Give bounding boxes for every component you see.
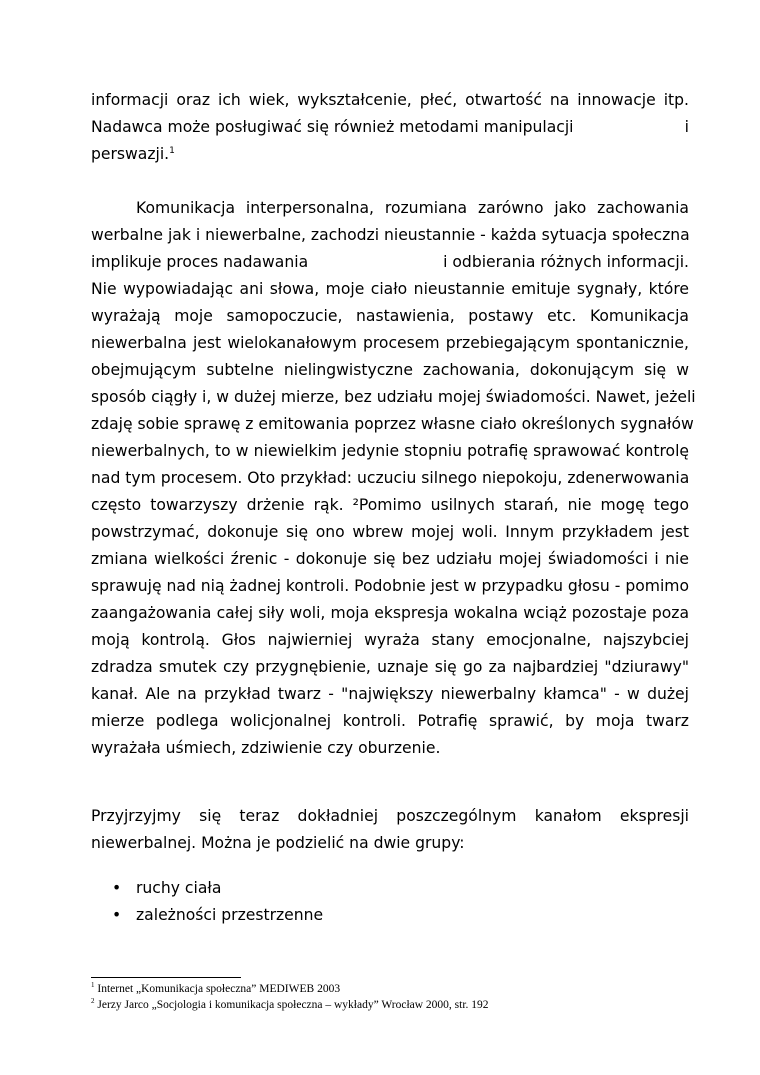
footnote-separator: [91, 977, 241, 978]
footnote: [91, 998, 489, 1012]
paragraph-line: obejmującym subtelne nielingwistyczne zachowania, dokonującym się w: [91, 361, 689, 379]
paragraph-line-left: implikuje proces nadawania: [91, 253, 309, 271]
paragraph-line: kanał. Ale na przykład twarz - "największy niewerbalny kłamca" - w dużej: [91, 685, 689, 703]
paragraph-line-right: i odbierania różnych informacji.: [443, 253, 689, 271]
paragraph-line: wyrażała uśmiech, zdziwienie czy oburzenie.: [91, 739, 441, 757]
paragraph-line: zdradza smutek czy przygnębienie, uznaje się go za najbardziej "dziurawy": [91, 658, 689, 676]
paragraph-line: Nie wypowiadając ani słowa, moje ciało nieustannie emituje sygnały, które: [91, 280, 689, 298]
paragraph-line: niewerbalnych, to w niewielkim jedynie stopniu potrafię sprawować kontrolę: [91, 442, 689, 460]
paragraph-line: [91, 144, 689, 164]
paragraph-line: informacji oraz ich wiek, wykształcenie, płeć, otwartość na innowacje itp.: [91, 91, 689, 109]
paragraph-line: często towarzyszy drżenie rąk. ²Pomimo usilnych starań, nie mogę tego: [91, 496, 689, 514]
paragraph-line: sposób ciągły i, w dużej mierze, bez udziału mojej świadomości. Nawet, jeżeli: [91, 388, 696, 406]
paragraph-line: sprawuję nad nią żadnej kontroli. Podobnie jest w przypadku głosu - pomimo: [91, 577, 690, 595]
bullet-icon: •: [112, 906, 122, 924]
paragraph-line: mierze podlega wolicjonalnej kontroli. Potrafię sprawić, by moja twarz: [91, 712, 689, 730]
bullet-icon: •: [112, 879, 122, 897]
paragraph-line-right: i: [684, 118, 689, 136]
paragraph-line: niewerbalna jest wielokanałowym procesem przebiegającym spontanicznie,: [91, 334, 689, 352]
paragraph-line: powstrzymać, dokonuje się ono wbrew mojej woli. Innym przykładem jest: [91, 523, 689, 541]
paragraph-line: Przyjrzyjmy się teraz dokładniej poszczególnym kanałom ekspresji: [91, 807, 689, 825]
paragraph-line: niewerbalnej. Można je podzielić na dwie grupy:: [91, 834, 465, 852]
footnote: [91, 982, 340, 996]
paragraph-line-left: Nadawca może posługiwać się również metodami manipulacji: [91, 118, 574, 136]
footnote-number: 1: [91, 981, 95, 990]
paragraph-line-text: perswazji.: [91, 145, 170, 163]
paragraph-line: zaangażowania całej siły woli, moja ekspresja wokalna wciąż pozostaje poza: [91, 604, 689, 622]
paragraph-line: [91, 117, 689, 137]
paragraph-line: zdaję sobie sprawę z emitowania poprzez własne ciało określonych sygnałów: [91, 415, 694, 433]
list-item: ruchy ciała: [136, 879, 222, 897]
footnote-text: Jerzy Jarco „Socjologia i komunikacja społeczna – wykłady” Wrocław 2000, str. 192: [97, 999, 489, 1011]
paragraph-line: moją kontrolą. Głos najwierniej wyraża stany emocjonalne, najszybciej: [91, 631, 689, 649]
footnote-number: 2: [91, 997, 95, 1006]
paragraph-line: werbalne jak i niewerbalne, zachodzi nieustannie - każda sytuacja społeczna: [91, 226, 690, 244]
paragraph-line: wyrażają moje samopoczucie, nastawienia, postawy etc. Komunikacja: [91, 307, 689, 325]
paragraph-line: nad tym procesem. Oto przykład: uczuciu silnego niepokoju, zdenerwowania: [91, 469, 690, 487]
footnote-ref: 1: [169, 145, 175, 156]
footnote-text: Internet „Komunikacja społeczna” MEDIWEB 2003: [97, 983, 341, 995]
list-item: zależności przestrzenne: [136, 906, 324, 924]
paragraph-line: [91, 252, 689, 272]
paragraph-line: Komunikacja interpersonalna, rozumiana zarówno jako zachowania: [136, 199, 689, 217]
paragraph-line: zmiana wielkości źrenic - dokonuje się bez udziału mojej świadomości i nie: [91, 550, 689, 568]
